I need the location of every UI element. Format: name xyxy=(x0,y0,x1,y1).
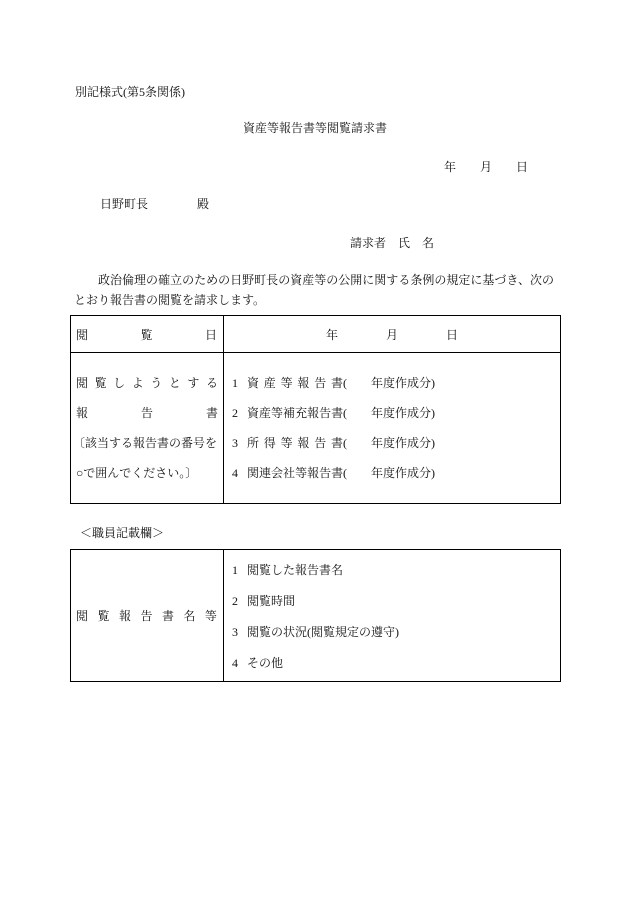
report-option-suffix: ( 年度作成分) xyxy=(343,466,435,480)
report-option-number: 4 xyxy=(232,466,238,480)
report-option-number: 3 xyxy=(232,436,238,450)
glyph: 覧 xyxy=(94,376,107,390)
glyph: と xyxy=(168,376,181,390)
document-title: 資産等報告書等閲覧請求書 xyxy=(242,121,387,135)
glyph: 産 xyxy=(259,406,272,420)
glyph: 書 xyxy=(331,406,344,420)
glyph: 覧 xyxy=(140,327,153,342)
glyph: 告 xyxy=(319,466,332,480)
request-table xyxy=(70,315,561,504)
report-option xyxy=(224,398,560,428)
requester-name-line: 請求者 氏 名 xyxy=(350,236,435,250)
glyph: 関 xyxy=(247,466,260,480)
report-option-name xyxy=(247,368,343,398)
report-option-name xyxy=(247,458,343,488)
staff-item-text: 閲覧の状況(閲覧規定の遵守) xyxy=(247,625,399,639)
report-selection-note-line: 〔該当する報告書の番号を xyxy=(73,436,218,450)
glyph: 連 xyxy=(259,466,272,480)
glyph: 報 xyxy=(307,466,320,480)
staff-item-text: 閲覧時間 xyxy=(247,594,296,608)
report-option xyxy=(224,368,560,398)
glyph: 産 xyxy=(263,376,276,390)
glyph: 日 xyxy=(204,327,217,342)
glyph: 等 xyxy=(271,406,284,420)
glyph: 等 xyxy=(295,466,308,480)
glyph: 所 xyxy=(247,436,260,450)
glyph: 得 xyxy=(263,436,276,450)
honorific: 殿 xyxy=(197,197,210,211)
viewed-report-label-cell xyxy=(71,550,224,681)
report-option-name xyxy=(247,428,343,458)
staff-item xyxy=(232,586,560,617)
glyph: 告 xyxy=(314,436,327,450)
glyph: 覧 xyxy=(97,609,110,623)
glyph: 充 xyxy=(295,406,308,420)
viewed-report-label xyxy=(76,607,217,624)
glyph: 書 xyxy=(161,609,174,623)
glyph: 報 xyxy=(307,406,320,420)
staff-item xyxy=(232,555,560,586)
glyph: 名 xyxy=(183,609,196,623)
date-line: 年 月 日 xyxy=(444,160,529,174)
report-option-suffix: ( 年度作成分) xyxy=(343,376,435,390)
glyph: 書 xyxy=(330,376,343,390)
glyph: 告 xyxy=(140,406,153,420)
viewing-date-label-cell xyxy=(71,316,224,352)
glyph: 報 xyxy=(118,609,131,623)
staff-items-cell xyxy=(224,550,560,681)
glyph: う xyxy=(150,376,163,390)
report-list-cell xyxy=(224,353,560,503)
glyph: 書 xyxy=(331,466,344,480)
glyph: 資 xyxy=(247,406,260,420)
addressee: 日野町長 xyxy=(100,197,149,211)
staff-item-number: 2 xyxy=(232,594,238,608)
glyph: 報 xyxy=(297,376,310,390)
viewing-date-value-cell xyxy=(224,316,560,352)
glyph: し xyxy=(113,376,126,390)
glyph: 書 xyxy=(330,436,343,450)
staff-item-number: 3 xyxy=(232,625,238,639)
report-option-suffix: ( 年度作成分) xyxy=(343,406,435,420)
request-statement: 政治倫理の確立のための日野町長の資産等の公開に関する条例の規定に基づき、次のとおり報告書の閲覧を請求します。 xyxy=(74,273,554,307)
glyph: 社 xyxy=(283,466,296,480)
glyph: よ xyxy=(131,376,144,390)
report-selection-label-line xyxy=(76,368,218,398)
form-label: 別記様式(第5条関係) xyxy=(75,85,185,99)
staff-item-text: 閲覧した報告書名 xyxy=(247,563,344,577)
staff-table-row xyxy=(71,550,560,681)
glyph: 報 xyxy=(297,436,310,450)
glyph: 閲 xyxy=(76,327,89,342)
report-selection-row xyxy=(71,353,560,503)
report-selection-label-cell xyxy=(71,353,224,503)
glyph: 等 xyxy=(280,376,293,390)
glyph: る xyxy=(205,376,218,390)
glyph: 資 xyxy=(247,376,260,390)
glyph: 等 xyxy=(204,609,217,623)
staff-table xyxy=(70,549,561,682)
glyph: 閲 xyxy=(76,609,89,623)
glyph: 閲 xyxy=(76,376,89,390)
viewing-date-label xyxy=(76,326,217,343)
viewing-date-value: 年 月 日 xyxy=(325,327,458,342)
staff-item-number: 1 xyxy=(232,563,238,577)
report-option-name xyxy=(247,398,343,428)
staff-item xyxy=(232,617,560,648)
report-option-number: 1 xyxy=(232,376,238,390)
staff-item-text: その他 xyxy=(247,656,284,670)
glyph: 告 xyxy=(319,406,332,420)
report-selection-label-line xyxy=(76,398,218,428)
glyph: 報 xyxy=(76,406,89,420)
viewing-date-row xyxy=(71,316,560,353)
staff-item xyxy=(232,648,560,679)
report-selection-note-line: ○で囲んでください。〕 xyxy=(76,466,198,480)
report-option-number: 2 xyxy=(232,406,238,420)
glyph: 会 xyxy=(271,466,284,480)
report-option xyxy=(224,428,560,458)
glyph: 等 xyxy=(280,436,293,450)
staff-section-heading: ＜職員記載欄＞ xyxy=(80,526,165,540)
glyph: 補 xyxy=(283,406,296,420)
glyph: す xyxy=(187,376,200,390)
report-option-suffix: ( 年度作成分) xyxy=(343,436,435,450)
glyph: 書 xyxy=(205,406,218,420)
staff-item-number: 4 xyxy=(232,656,238,670)
glyph: 告 xyxy=(314,376,327,390)
glyph: 告 xyxy=(140,609,153,623)
report-option xyxy=(224,458,560,488)
